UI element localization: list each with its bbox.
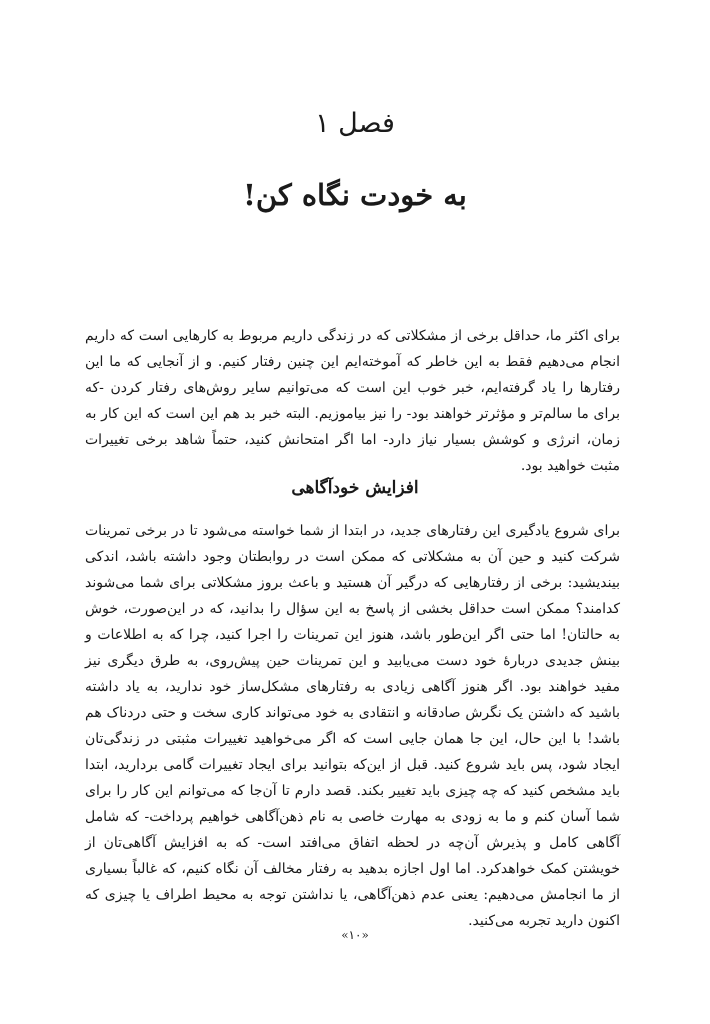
section-heading: افزایش خودآگاهی	[291, 478, 419, 498]
intro-paragraph: برای اکثر ما، حداقل برخی از مشکلاتی که در زندگی داریم مربوط به کارهایی است که داریم انجام می‌دهیم فقط به این خاطر که آموخته‌ایم این چنین رفتار کنیم. و از آنجایی که ما این رفتارها را یاد گرفته‌ایم، خبر خوب این است که می‌توانیم سایر روش‌های رفتار کردن -که برای ما سالم‌تر و مؤثرتر خواهند بود- را نیز بیاموزیم. البته خبر بد هم این است که این کار به زمان، انرژی و کوشش بسیار نیاز دارد- اما اگر امتحانش کنید، حتماً شاهد برخی تغییرات مثبت خواهید بود.	[85, 328, 620, 474]
chapter-label: فصل ۱	[315, 108, 395, 139]
chapter-title: به خودت نگاه کن!	[243, 178, 467, 212]
page-number: «۱۰»	[341, 928, 369, 942]
section-paragraph: برای شروع یادگیری این رفتارهای جدید، در ابتدا از شما خواسته می‌شود تا در برخی تمرینات شرکت کنید و حین آن به مشکلاتی که ممکن است در روابطتان وجود داشته باشد، اندکی بیندیشید: برخی از رفتارهایی که درگیر آن هستید و باعث بروز مشکلاتی برای شما می‌شوند کدامند؟ ممکن است حداقل بخشی از پاسخ به این سؤال را بدانید، که در این‌صورت، خوش به حالتان! اما حتی اگر این‌طور باشد، هنوز این تمرینات را اجرا کنید، چرا که به اطلاعات و بینش جدیدی دربارهٔ خود دست می‌یابید و این تمرینات حین پیش‌روی، به طرق دیگری نیز مفید خواهند بود. اگر هنوز آگاهی زیادی به رفتارهای مشکل‌ساز خود ندارید، به یاد داشته باشید که داشتن یک نگرش صادقانه و انتقادی به خود می‌تواند کاری سخت و حتی دردناک هم باشد! با این حال، این جا همان جایی است که اگر می‌خواهید تغییرات مثبتی در زندگی‌تان ایجاد شود، پس باید شروع کنید. قبل از این‌که بتوانید برای ایجاد تغییرات گامی بردارید، ابتدا باید مشخص کنید که چه چیزی باید تغییر بکند. قصد دارم تا آن‌جا که می‌توانم این کار را برای شما آسان کنم و ما به زودی به مهارت خاصی به نام ذهن‌آگاهی خواهیم پرداخت- که شامل آگاهی کامل و پذیرش آن‌چه در لحظه اتفاق می‌افتد است- که به افزایش آگاهی‌تان از خویشتن کمک خواهدکرد. اما اول اجازه بدهید به رفتار مخالف آن نگاه کنیم، که غالباً بسیاری از ما انجامش می‌دهیم: یعنی عدم ذهن‌آگاهی، یا نداشتن توجه به محیط اطراف یا چیزی که اکنون دارید تجربه می‌کنید.	[85, 523, 620, 929]
